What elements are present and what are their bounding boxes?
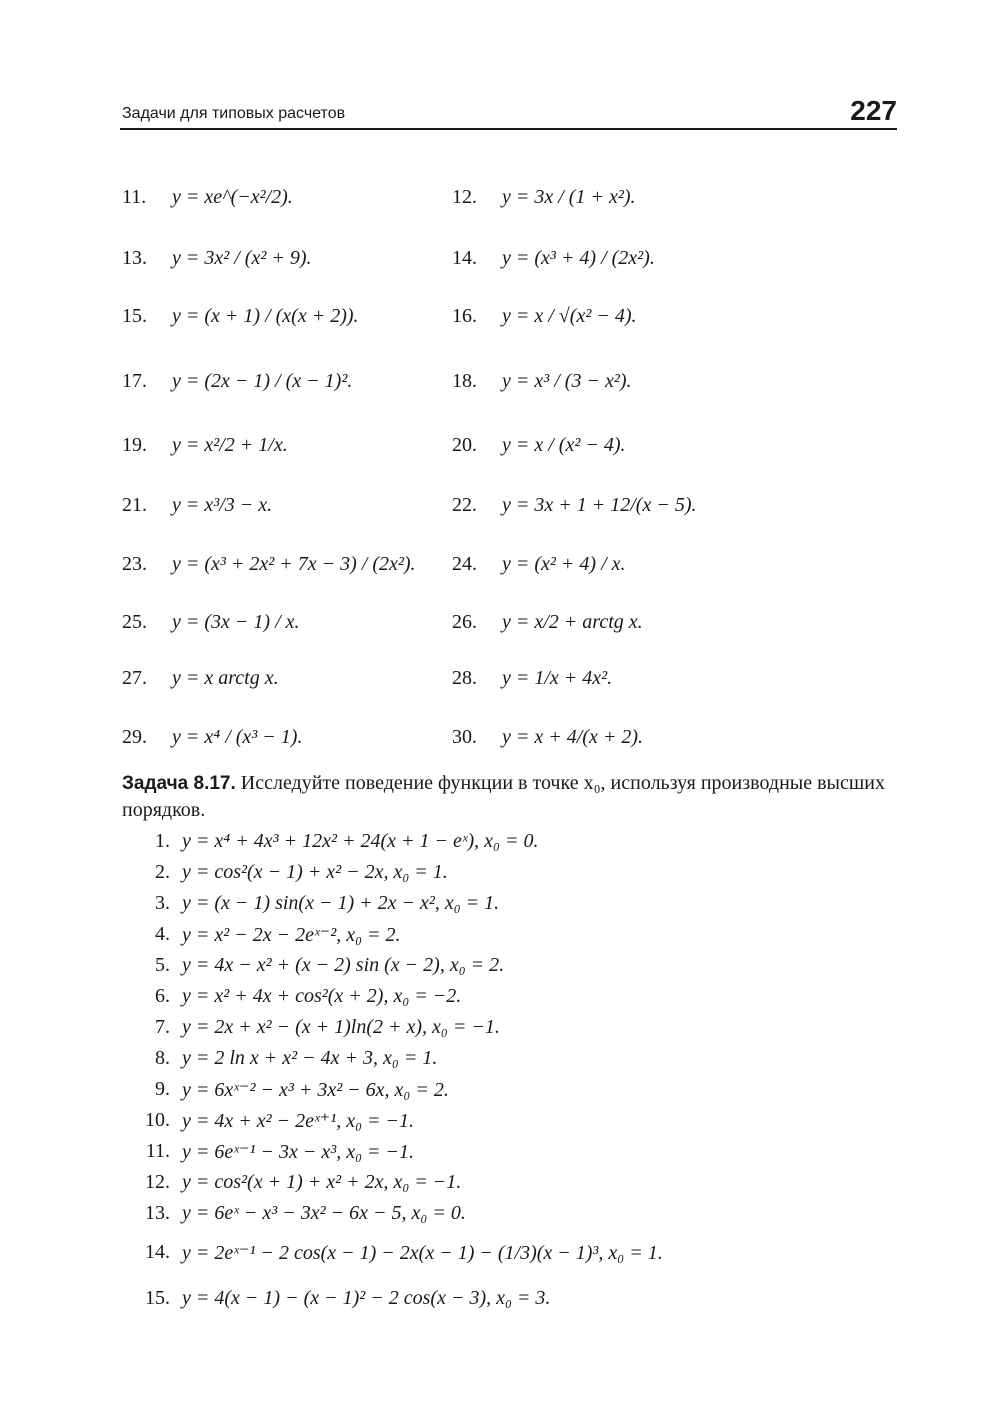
exercise-formula: y = (3x − 1) / x.	[172, 610, 300, 633]
exercise-number: 29.	[122, 725, 147, 748]
exercise-formula: y = (x³ + 4) / (2x²).	[502, 246, 655, 269]
item-number: 8.	[155, 1047, 170, 1069]
list-item	[122, 981, 882, 1012]
list-item	[122, 826, 882, 857]
list-item	[122, 1229, 882, 1275]
item-number: 12.	[145, 1171, 170, 1193]
exercise-number: 13.	[122, 246, 147, 269]
exercise-number: 14.	[452, 246, 477, 269]
list-item	[122, 1275, 882, 1321]
item-formula: y = (x − 1) sin(x − 1) + 2x − x², x₀ = 1.	[182, 892, 500, 914]
exercise	[122, 354, 352, 408]
exercise	[452, 289, 636, 343]
running-title: Задачи для типовых расчетов	[122, 105, 346, 122]
exercise	[122, 418, 288, 472]
item-formula: y = 2x + x² − (x + 1)ln(2 + x), x₀ = −1.	[182, 1016, 500, 1038]
exercise	[122, 170, 293, 224]
task-title: Задача 8.17.	[122, 773, 236, 794]
task-text: Исследуйте поведение функции в точке x₀, используя производные высших порядков.	[122, 772, 885, 821]
exercise-number: 18.	[452, 369, 477, 392]
exercise	[452, 478, 697, 532]
exercise-number: 30.	[452, 725, 477, 748]
item-number: 2.	[155, 861, 170, 883]
list-item	[122, 857, 882, 888]
exercise-formula: y = x + 4/(x + 2).	[502, 725, 643, 748]
item-formula: y = x² + 4x + cos²(x + 2), x₀ = −2.	[182, 985, 462, 1007]
item-number: 3.	[155, 892, 170, 914]
item-number: 4.	[155, 923, 170, 945]
exercise-number: 27.	[122, 666, 147, 689]
item-number: 9.	[155, 1078, 170, 1100]
exercise-number: 22.	[452, 493, 477, 516]
exercise	[122, 651, 279, 705]
exercise-formula: y = xe^(−x²/2).	[172, 185, 293, 208]
item-formula: y = 4(x − 1) − (x − 1)² − 2 cos(x − 3), x₀ = 3.	[182, 1286, 551, 1309]
exercise	[122, 231, 312, 285]
exercise	[452, 651, 612, 705]
item-number: 10.	[145, 1109, 170, 1131]
exercise-formula: y = x³ / (3 − x²).	[502, 369, 632, 392]
exercise-number: 12.	[452, 185, 477, 208]
item-formula: y = 2 ln x + x² − 4x + 3, x₀ = 1.	[182, 1047, 438, 1069]
exercise-formula: y = x arctg x.	[172, 666, 279, 689]
exercise	[122, 537, 416, 591]
exercise-number: 17.	[122, 369, 147, 392]
exercise-number: 20.	[452, 433, 477, 456]
item-number: 6.	[155, 985, 170, 1007]
exercise-number: 11.	[122, 185, 147, 208]
item-formula: y = x² − 2x − 2eˣ⁻², x₀ = 2.	[182, 924, 401, 946]
exercise	[122, 595, 300, 649]
exercise-formula: y = (x + 1) / (x(x + 2)).	[172, 304, 359, 327]
exercise-formula: y = x / (x² − 4).	[502, 433, 626, 456]
exercise	[452, 354, 632, 408]
exercise-formula: y = 3x / (1 + x²).	[502, 185, 636, 208]
exercise-formula: y = x / √(x² − 4).	[502, 304, 637, 327]
item-formula: y = cos²(x + 1) + x² + 2x, x₀ = −1.	[182, 1171, 462, 1193]
list-item	[122, 950, 882, 981]
exercise-number: 15.	[122, 304, 147, 327]
exercise-number: 16.	[452, 304, 477, 327]
exercise	[452, 170, 636, 224]
exercise-number: 28.	[452, 666, 477, 689]
exercise	[122, 289, 359, 343]
item-number: 7.	[155, 1016, 170, 1038]
item-formula: y = 2eˣ⁻¹ − 2 cos(x − 1) − 2x(x − 1) − (1/3)(x − 1)³, x₀ = 1.	[182, 1241, 663, 1264]
exercise	[452, 710, 643, 764]
item-number: 13.	[145, 1202, 170, 1224]
exercise-number: 23.	[122, 552, 147, 575]
item-formula: y = cos²(x − 1) + x² − 2x, x₀ = 1.	[182, 861, 448, 883]
exercise	[452, 537, 626, 591]
list-item	[122, 1074, 882, 1105]
exercise-formula: y = x²/2 + 1/x.	[172, 433, 288, 456]
exercise	[122, 478, 272, 532]
list-item	[122, 919, 882, 950]
item-formula: y = 6xˣ⁻² − x³ + 3x² − 6x, x₀ = 2.	[182, 1079, 449, 1101]
exercise-number: 24.	[452, 552, 477, 575]
list-item	[122, 888, 882, 919]
task-items	[122, 826, 882, 1321]
item-number: 5.	[155, 954, 170, 976]
exercise-formula: y = (2x − 1) / (x − 1)².	[172, 369, 353, 392]
list-item	[122, 1167, 882, 1198]
item-formula: y = x⁴ + 4x³ + 12x² + 24(x + 1 − eˣ), x₀ = 0.	[182, 830, 539, 852]
exercise-number: 21.	[122, 493, 147, 516]
exercise-number: 19.	[122, 433, 147, 456]
exercise-formula: y = 3x + 1 + 12/(x − 5).	[502, 493, 697, 516]
item-formula: y = 6eˣ⁻¹ − 3x − x³, x₀ = −1.	[182, 1141, 415, 1163]
item-number: 14.	[145, 1240, 170, 1263]
list-item	[122, 1198, 882, 1229]
list-item	[122, 1136, 882, 1167]
exercise-formula: y = (x² + 4) / x.	[502, 552, 626, 575]
exercise	[452, 595, 643, 649]
exercise-number: 26.	[452, 610, 477, 633]
exercise-formula: y = x³/3 − x.	[172, 493, 273, 516]
exercise-formula: y = x⁴ / (x³ − 1).	[172, 725, 303, 748]
list-item	[122, 1105, 882, 1136]
exercise	[452, 418, 626, 472]
list-item	[122, 1012, 882, 1043]
exercise-formula: y = 1/x + 4x².	[502, 666, 613, 689]
item-number: 11.	[145, 1140, 170, 1162]
exercise-formula: y = x/2 + arctg x.	[502, 610, 643, 633]
item-number: 15.	[145, 1286, 170, 1309]
page-header	[120, 92, 897, 130]
exercise	[122, 710, 302, 764]
exercise-number: 25.	[122, 610, 147, 633]
item-formula: y = 4x − x² + (x − 2) sin (x − 2), x₀ = 2.	[182, 954, 505, 976]
task-heading	[122, 770, 902, 823]
page-number: 227	[850, 95, 897, 126]
item-formula: y = 4x + x² − 2eˣ⁺¹, x₀ = −1.	[182, 1110, 415, 1132]
item-number: 1.	[155, 830, 170, 852]
exercise	[452, 231, 655, 285]
list-item	[122, 1043, 882, 1074]
exercise-formula: y = 3x² / (x² + 9).	[172, 246, 312, 269]
exercise-formula: y = (x³ + 2x² + 7x − 3) / (2x²).	[172, 552, 416, 575]
item-formula: y = 6eˣ − x³ − 3x² − 6x − 5, x₀ = 0.	[182, 1202, 466, 1224]
